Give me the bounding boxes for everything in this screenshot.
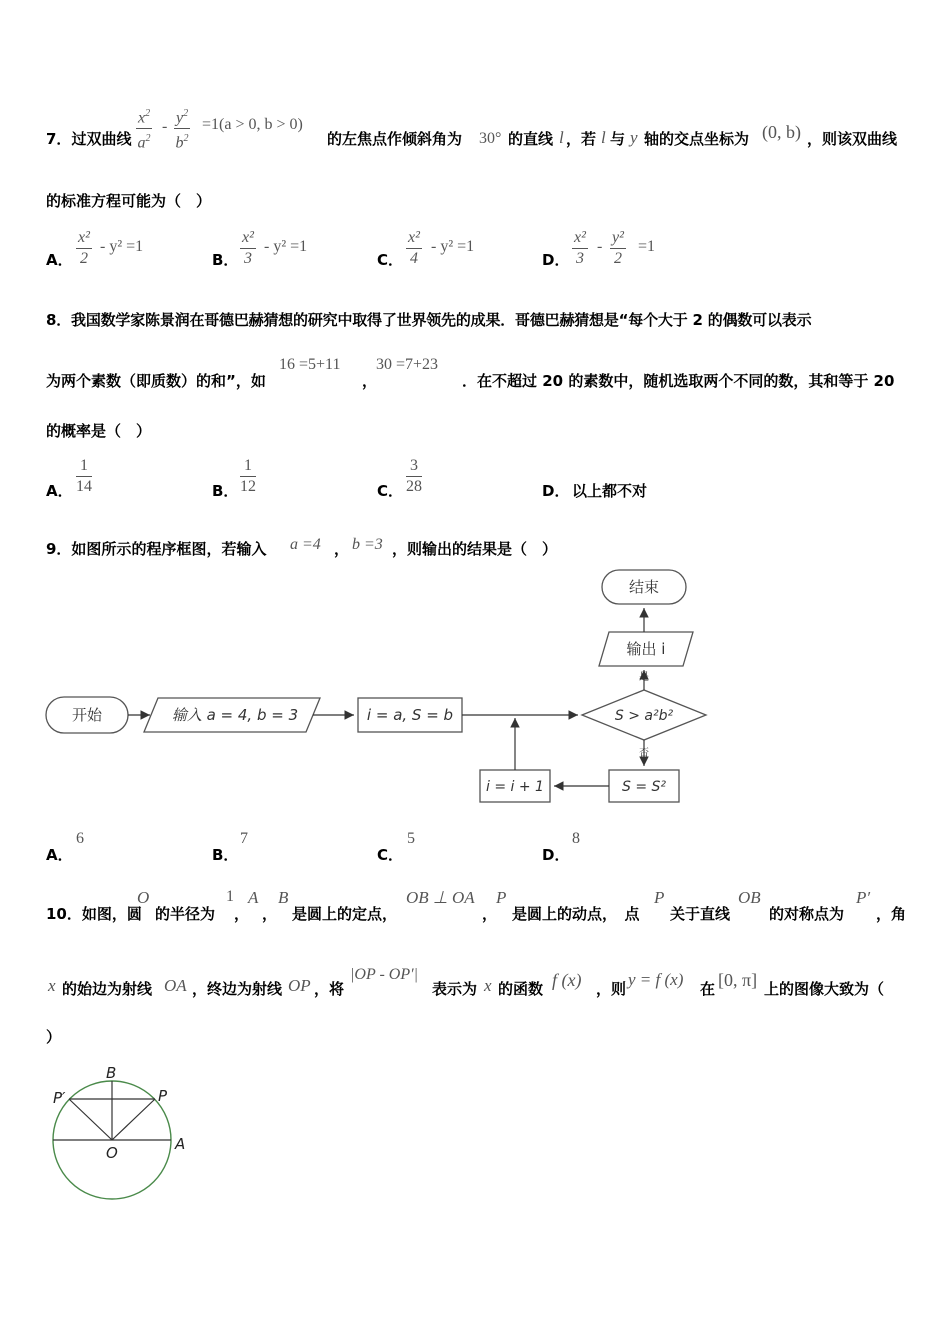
q10-l2-b: ，终边为射线 [192, 980, 283, 998]
q10-p7: 是圆上的动点， 点 [512, 905, 640, 923]
q10-l2-e: 的函数 [498, 980, 544, 998]
q10-perp: OB ⊥ OA [406, 888, 475, 907]
q10-interval: [0, π] [718, 970, 758, 990]
q8-eq1: 16 =5+11 [279, 356, 341, 373]
label-A: A [175, 1135, 186, 1153]
q10-p3: ， [234, 905, 250, 923]
q7-line-l: l [559, 128, 564, 147]
q7-number: 7． [46, 130, 72, 148]
flow-start-label: 开始 [71, 706, 103, 724]
q9-text-b: ，则输出的结果是（ ） [392, 540, 558, 558]
q10-abs: |OP - OP′| [350, 966, 418, 983]
q7-line-l2: l [601, 128, 606, 147]
q9-input-b: b =3 [352, 536, 383, 553]
q9-option-c-value: 5 [407, 830, 415, 847]
q7-mid2: 的直线 [508, 130, 554, 148]
q7-fraction-x: $\frac{x^2}{a^2}$ [136, 104, 152, 154]
q9-option-c-label: C． [377, 846, 404, 864]
flow-end-label: 结束 [628, 578, 660, 596]
q8-line3: 的概率是（ ） [46, 422, 152, 440]
q9-option-b-value: 7 [240, 830, 248, 847]
q8-option-d-label: D． [542, 482, 570, 500]
q7-option-d-label: D． [542, 251, 570, 269]
q7-mid5: 轴的交点坐标为 [644, 130, 750, 148]
q8-option-b-label: B． [212, 482, 239, 500]
q10-l2-d: 表示为 [432, 980, 478, 998]
q10-P: P [496, 888, 507, 907]
flow-square-label: S = S² [621, 779, 667, 795]
q8-option-a-fraction: $\frac{1}{14}$ [76, 457, 92, 495]
flow-yes-label: 是 [639, 672, 649, 683]
q10-Pp: P′ [856, 888, 871, 907]
q8-sep: ， [362, 372, 378, 390]
q7-minus: - [162, 118, 168, 135]
q7-mid: 的左焦点作倾斜角为 [327, 130, 463, 148]
q10-yfx: y = f (x) [628, 970, 684, 989]
q8-eq2: 30 =7+23 [376, 356, 439, 373]
q9-comma: ， [334, 540, 350, 558]
q7-line1 [46, 128, 131, 149]
q10-x2: x [484, 976, 492, 995]
q10-p2: 的半径为 [155, 905, 216, 923]
segment-OP [112, 1099, 155, 1140]
q8-line2a: 为两个素数（即质数）的和”，如 [46, 372, 266, 390]
q8-option-c-label: C． [377, 482, 404, 500]
q9-input-a: a =4 [290, 536, 321, 553]
q7-option-a-fraction: $\frac{\text{x²}}{2}$ [78, 229, 90, 267]
q7-angle: 30° [479, 130, 502, 147]
q7-option-b-rest: - y² =1 [264, 238, 308, 255]
q9-option-d-value: 8 [572, 830, 580, 847]
q10-l2-f: ，则 [596, 980, 627, 998]
label-P: P [158, 1087, 168, 1105]
q8-option-b-fraction: $\frac{1}{12}$ [240, 457, 256, 495]
q7-mid4: 与 [610, 130, 626, 148]
label-Pp: P′ [53, 1089, 66, 1107]
q10-fx: f (x) [552, 970, 582, 990]
q10-p1: 10．如图，圆 [46, 905, 142, 923]
q7-option-c-rest: - y² =1 [431, 238, 475, 255]
q10-l3: ） [46, 1028, 62, 1046]
q10-A: A [248, 888, 259, 907]
q7-option-d-minus: - [597, 238, 603, 255]
q10-O: O [137, 888, 150, 907]
q7-option-c-label: C． [377, 251, 404, 269]
q7-prefix: 过双曲线 [71, 130, 132, 148]
q7-tail: ，则该双曲线 [807, 130, 898, 148]
q10-p5: 是圆上的定点， [292, 905, 398, 923]
label-O: O [106, 1144, 118, 1162]
q8-option-a-label: A． [46, 482, 73, 500]
q8-option-c-fraction: $\frac{3}{28}$ [406, 457, 422, 495]
flow-condition-label: S > a²b² [614, 708, 674, 724]
q7-option-b-fraction: $\frac{\text{x²}}{3}$ [242, 229, 254, 267]
q9-option-a-value: 6 [76, 830, 84, 847]
q10-OB: OB [738, 888, 761, 907]
flow-output-label: 输出 i [626, 640, 666, 658]
q8-option-d-text: 以上都不对 [572, 482, 648, 500]
q8-line1: 8．我国数学家陈景润在哥德巴赫猜想的研究中取得了世界领先的成果．哥德巴赫猜想是“每个大于 2 的偶数可以表示 [46, 311, 812, 329]
flow-input-label: 输入 a = 4, b = 3 [171, 706, 299, 724]
q7-mid3: ，若 [566, 130, 597, 148]
q7-option-a-label: A． [46, 251, 73, 269]
q9-option-a-label: A． [46, 846, 73, 864]
q7-condition: =1(a > 0, b > 0) [202, 116, 303, 133]
q7-point: (0, b) [762, 122, 801, 142]
q10-p8: 关于直线 [670, 905, 731, 923]
q10-l2-h: 上的图像大致为（ [764, 980, 885, 998]
q10-one: 1 [226, 888, 234, 905]
q7-line2: 的标准方程可能为（ ） [46, 192, 212, 210]
q9-text-a: 9．如图所示的程序框图，若输入 [46, 540, 267, 558]
circle-figure [40, 1060, 210, 1210]
q9-option-b-label: B． [212, 846, 239, 864]
q7-option-b-label: B． [212, 251, 239, 269]
flow-incr-label: i = i + 1 [486, 779, 544, 795]
q9-option-d-label: D． [542, 846, 570, 864]
flowchart [0, 560, 950, 820]
q10-p4: ， [262, 905, 278, 923]
q10-OA: OA [164, 976, 187, 995]
q10-p9: 的对称点为 [769, 905, 845, 923]
q10-B: B [278, 888, 289, 907]
q7-option-a-rest: - y² =1 [100, 238, 144, 255]
q10-l2-c: ，将 [314, 980, 345, 998]
q7-option-d-fraction-2: $\frac{\text{y²}}{2}$ [612, 229, 624, 267]
q10-P2: P [654, 888, 665, 907]
q10-p10: ，角 [876, 905, 907, 923]
flow-no-label: 否 [639, 748, 649, 759]
q7-option-c-fraction: $\frac{\text{x²}}{4}$ [408, 229, 420, 267]
q7-yaxis: y [630, 128, 638, 147]
flow-init-label: i = a, S = b [366, 706, 454, 724]
q10-l2-g: 在 [700, 980, 716, 998]
q8-line2b: ．在不超过 20 的素数中，随机选取两个不同的数，其和等于 20 [462, 372, 895, 390]
segment-OPp [69, 1099, 112, 1140]
q7-option-d-rest: =1 [638, 238, 656, 255]
q10-x: x [48, 976, 56, 995]
q10-p6: ， [482, 905, 498, 923]
q7-fraction-y: $\frac{y^2}{b^2}$ [174, 104, 190, 154]
q7-option-d-fraction-1: $\frac{\text{x²}}{3}$ [574, 229, 586, 267]
q10-OP: OP [288, 976, 311, 995]
label-B: B [106, 1064, 117, 1082]
q10-l2-a: 的始边为射线 [62, 980, 153, 998]
